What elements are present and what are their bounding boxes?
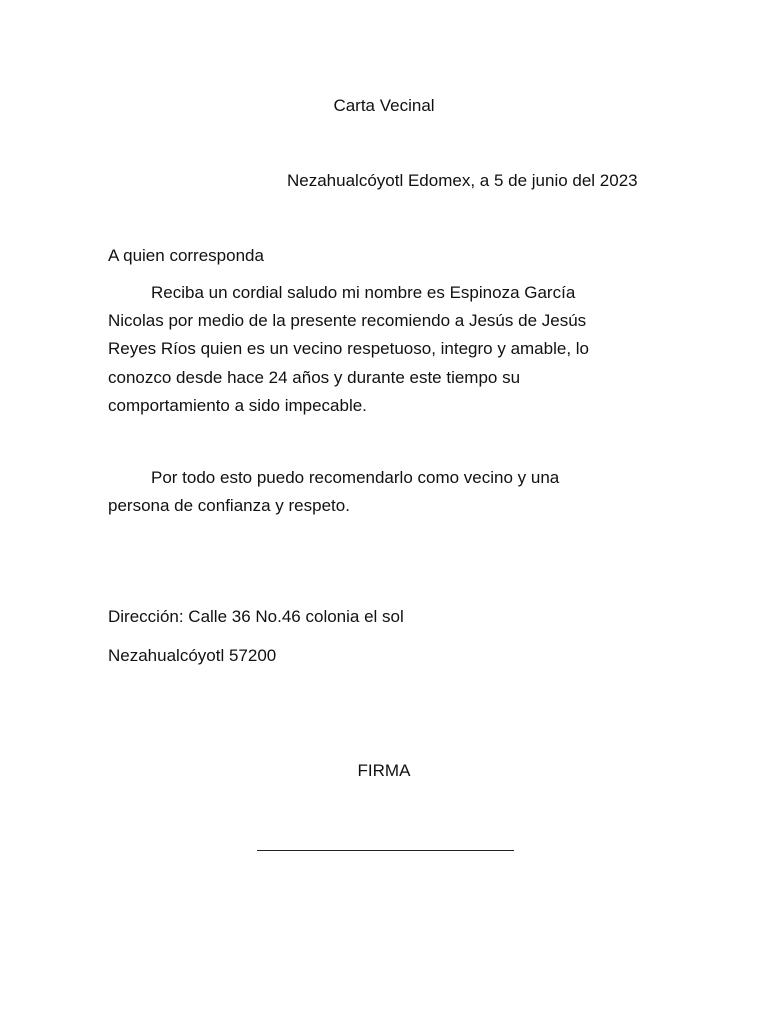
place-and-date: Nezahualcóyotl Edomex, a 5 de junio del 2023	[287, 171, 638, 190]
paragraph-line: conozco desde hace 24 años y durante este tiempo su	[108, 367, 521, 387]
address-line: Dirección: Calle 36 No.46 colonia el sol	[108, 607, 404, 626]
salutation: A quien corresponda	[108, 246, 264, 265]
paragraph-line: comportamiento a sido impecable.	[108, 395, 367, 415]
paragraph-line: persona de confianza y respeto.	[108, 496, 350, 516]
paragraph-line: Reciba un cordial saludo mi nombre es Espinoza García	[151, 283, 576, 302]
recommendation-paragraph	[108, 279, 648, 420]
letter-title: Carta Vecinal	[333, 96, 435, 115]
paragraph-line: Por todo esto puedo recomendarlo como vecino y una	[151, 468, 560, 487]
paragraph-line: Nicolas por medio de la presente recomiendo a Jesús de Jesús	[108, 311, 587, 331]
signature-label: FIRMA	[357, 761, 411, 780]
closing-paragraph	[108, 464, 648, 520]
signature-line	[257, 850, 514, 851]
paragraph-line: Reyes Ríos quien es un vecino respetuoso, integro y amable, lo	[108, 339, 589, 359]
city-postal-line: Nezahualcóyotl 57200	[108, 646, 277, 665]
